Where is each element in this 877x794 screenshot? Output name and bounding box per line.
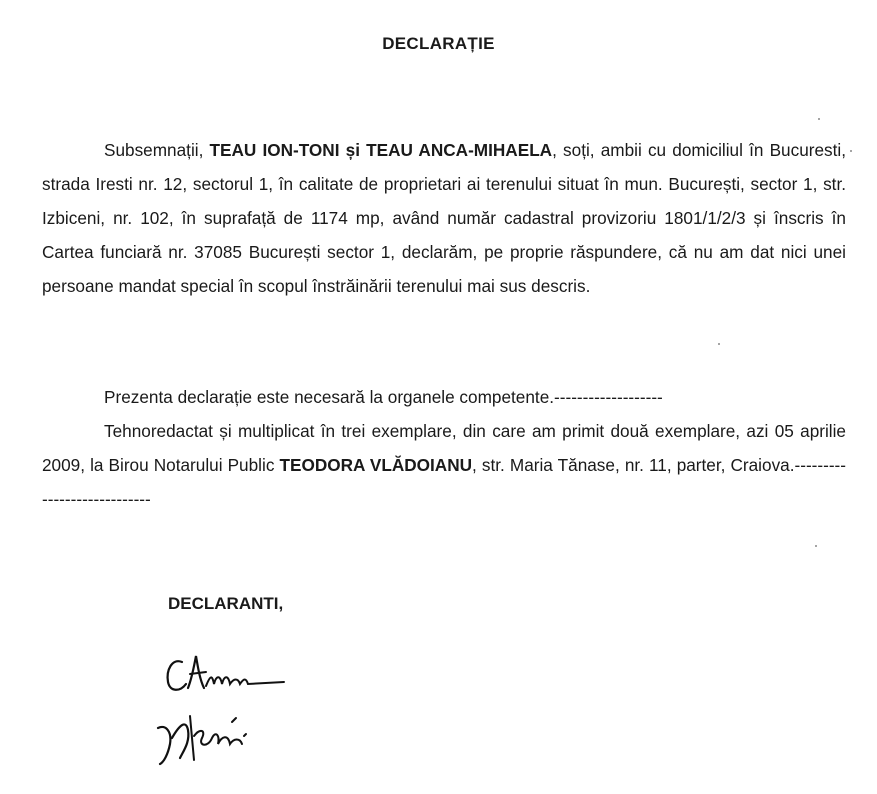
notary-text: Tehnoredactat și multiplicat în trei exemplare, din care am primit două exemplare, azi 05 aprilie 2009, la Birou Notarului Public [42, 421, 846, 475]
scan-speck [718, 343, 720, 345]
declaration-paragraph [42, 133, 846, 303]
paragraph-body: , soți, ambii cu domiciliul în Bucuresti, strada Iresti nr. 12, sectorul 1, în calitate de proprietari ai terenului situat în mun. București, sector 1, str. Izbiceni, nr. 102, în suprafață de 1174 mp, având număr cadastral provizoriu 1801/1/2/3 și înscris în Cartea funciară nr. 37085 București sector 1, declarăm, pe proprie răspundere, că nu am dat nici unei persoane mandat special în scopul înstrăinării terenului mai sus descris. [42, 140, 847, 296]
notary-name: TEODORA VLĂDOIANU [279, 455, 473, 475]
declarant-names: TEAU ION-TONI și TEAU ANCA-MIHAELA [209, 140, 553, 160]
scan-speck [815, 545, 817, 547]
signature-1 [150, 648, 300, 700]
declarants-label: DECLARANTI, [168, 594, 284, 613]
scan-speck [818, 118, 820, 120]
signature-2 [150, 708, 300, 770]
paragraph-intro: Subsemnații, [104, 140, 210, 160]
notary-address: , str. Maria Tănase, nr. 11, parter, Craiova.---------------------------- [42, 455, 847, 509]
scan-speck [850, 150, 852, 152]
purpose-paragraph: Prezenta declarație este necesară la organele competente.------------------- [104, 387, 663, 407]
notary-paragraph [42, 414, 846, 516]
document-title: DECLARAȚIE [382, 34, 495, 53]
